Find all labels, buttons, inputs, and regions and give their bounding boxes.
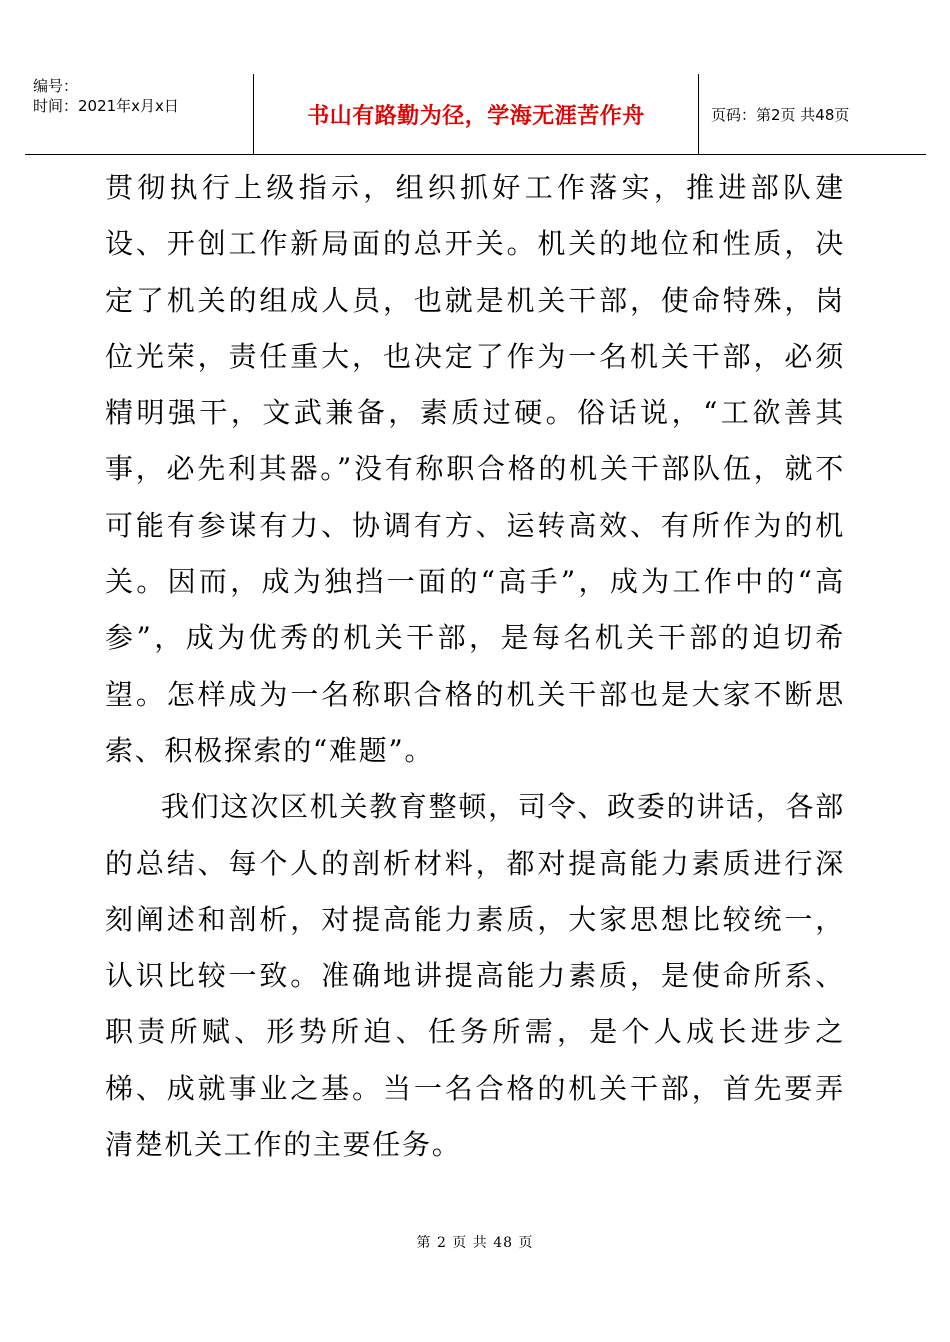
header-motto: 书山有路勤为径，学海无涯苦作舟 (307, 103, 645, 129)
body-paragraph: 贯彻执行上级指示，组织抓好工作落实，推进部队建设、开创工作新局面的总开关。机关的地位和性质，决定了机关的组成人员，也就是机关干部，使命特殊，岗位光荣，责任重大，也决定了作为一名机关干部，必须精明强干，文武兼备，素质过硬。俗话说，“工欲善其事，必先利其器。”没有称职合格的机关干部队伍，就不可能有参谋有力、协调有方、运转高效、有所作为的机关。因而，成为独挡一面的“高手”，成为工作中的“高参”，成为优秀的机关干部，是每名机关干部的迫切希望。怎样成为一名称职合格的机关干部也是大家不断思索、积极探索的“难题”。 (105, 171, 845, 767)
body-paragraph: 我们这次区机关教育整顿，司令、政委的讲话，各部的总结、每个人的剖析材料，都对提高能力素质进行深刻阐述和剖析，对提高能力素质，大家思想比较统一，认识比较一致。准确地讲提高能力素质，是使命所系、职责所赋、形势所迫、任务所需，是个人成长进步之梯、成就事业之基。当一名合格的机关干部，首先要弄清楚机关工作的主要任务。 (105, 790, 845, 1162)
header-meta (25, 74, 253, 154)
document-body (105, 160, 845, 1173)
page-footer: 第 2 页 共 48 页 (416, 1235, 534, 1251)
date-label: 时间：2021年x月x日 (33, 97, 179, 115)
serial-number-label: 编号： (33, 77, 79, 95)
header-page-info: 页码：第2页 共48页 (711, 105, 850, 124)
document-header (25, 74, 926, 155)
